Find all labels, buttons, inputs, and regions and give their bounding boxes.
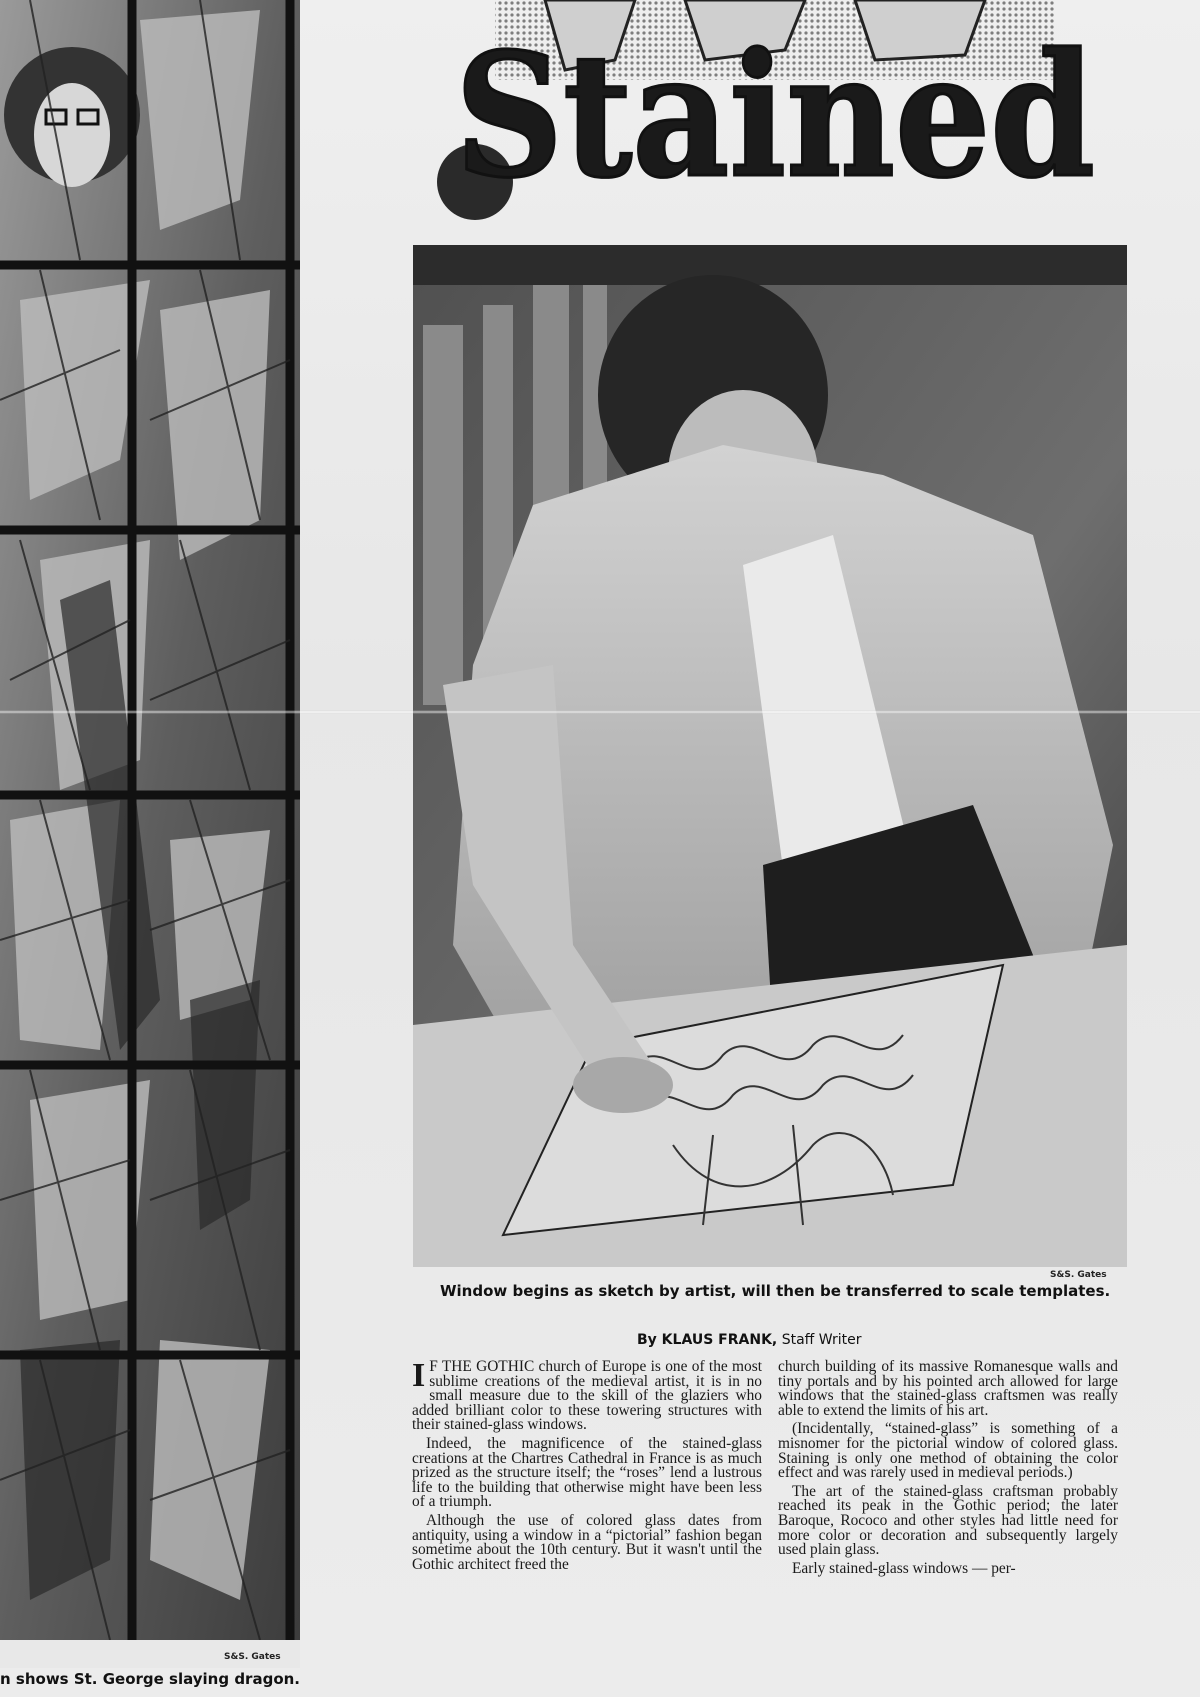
article-paragraph xyxy=(412,1357,762,1434)
page-fold xyxy=(0,710,1200,714)
byline-author: By KLAUS FRANK, xyxy=(637,1332,778,1348)
left-photo-caption: n shows St. George slaying dragon. xyxy=(0,1670,300,1688)
headline-art xyxy=(425,0,1125,235)
paragraph-text: F THE GOTHIC church of Europe is one of the most sublime creations of the medieval artist, it is in no small measure due to the skill of the glaziers who added brilliant color to these towering structures with their stained-glass windows. xyxy=(412,1358,762,1434)
article-column-2 xyxy=(778,1360,1118,1576)
byline-role: Staff Writer xyxy=(781,1332,862,1348)
artist-sketch-photo xyxy=(413,245,1127,1267)
article-paragraph: The art of the stained-glass craftsman probably reached its peak in the Gothic period; the later Baroque, Rococo and other styles had little need for more color or decoration and subsequently largely used plain glass. xyxy=(778,1482,1118,1559)
article-paragraph: (Incidentally, “stained-glass” is something of a misnomer for the pictorial window of colored glass. Staining is only one method of obtaining the color effect and was rarely used in medieval periods.) xyxy=(778,1420,1118,1482)
article-paragraph: Although the use of colored glass dates from antiquity, using a window in a “pictorial” fashion began sometime about the 10th century. But it wasn't until the Gothic architect freed the xyxy=(412,1511,762,1573)
article-column-1 xyxy=(412,1357,762,1573)
main-photo-caption: Window begins as sketch by artist, will then be transferred to scale templates. xyxy=(440,1282,1111,1300)
byline xyxy=(637,1332,861,1348)
drop-cap: I xyxy=(412,1357,426,1394)
left-photo-credit: S&S. Gates xyxy=(224,1652,281,1662)
headline-title: Stained xyxy=(455,16,1095,216)
stained-glass-window-photo xyxy=(0,0,300,1668)
article-paragraph: Indeed, the magnificence of the stained-glass creations at the Chartres Cathedral in France is as much prized as the structure itself; the “roses” lend a lustrous life to the building that otherwise might have been less of a triumph. xyxy=(412,1434,762,1511)
main-photo-credit: S&S. Gates xyxy=(1050,1270,1107,1280)
article-paragraph: Early stained-glass windows — per- xyxy=(792,1559,1016,1577)
article-paragraph: church building of its massive Romanesque walls and tiny portals and by his pointed arch allowed for large windows that the stained-glass craftsmen was really able to extend the limits of his art. xyxy=(778,1358,1118,1419)
